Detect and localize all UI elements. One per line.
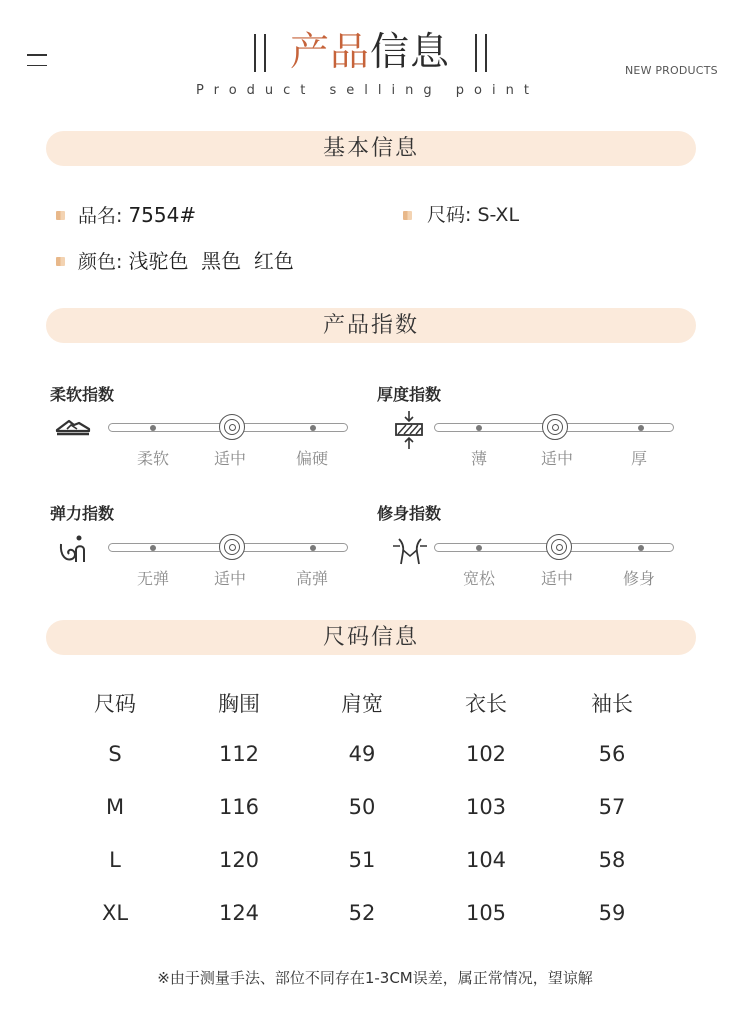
table-cell: 102 xyxy=(465,742,507,766)
fit-dot-1 xyxy=(476,545,482,551)
thickness-dot-1 xyxy=(476,425,482,431)
table-header-cell: 衣长 xyxy=(465,692,507,716)
page-title-accent: 产品 xyxy=(290,30,371,75)
size-range-value: S-XL xyxy=(477,204,520,226)
table-cell: 116 xyxy=(218,795,260,819)
softness-slider-knob xyxy=(219,414,245,440)
table-cell: 49 xyxy=(348,742,376,766)
bullet-icon xyxy=(56,211,65,220)
section-basic-info: 基本信息 xyxy=(46,131,696,166)
measurement-footnote: ※由于测量手法、部位不同存在1-3CM误差，属正常情况，望谅解 xyxy=(157,969,593,987)
elasticity-dot-3 xyxy=(310,545,316,551)
thickness-slider-knob xyxy=(542,414,568,440)
softness-label-mid: 适中 xyxy=(213,449,246,468)
shoe-icon xyxy=(55,417,91,437)
softness-label-low: 柔软 xyxy=(136,449,169,468)
product-colors xyxy=(78,248,294,275)
fit-index-title: 修身指数 xyxy=(377,504,442,523)
section-size-info: 尺码信息 xyxy=(46,620,696,655)
fit-slider-knob xyxy=(546,534,572,560)
table-header-cell: 尺码 xyxy=(94,692,136,716)
table-cell: 58 xyxy=(598,848,626,872)
title-divider-right xyxy=(475,34,487,72)
table-cell: XL xyxy=(101,901,129,925)
page-title-rest: 信息 xyxy=(370,30,451,75)
section-product-index: 产品指数 xyxy=(46,308,696,343)
product-name-label: 品名: xyxy=(78,205,123,227)
colors-label: 颜色: xyxy=(78,251,123,273)
table-cell: 51 xyxy=(348,848,376,872)
table-cell: 56 xyxy=(598,742,626,766)
softness-index-title: 柔软指数 xyxy=(50,385,115,404)
elasticity-dot-1 xyxy=(150,545,156,551)
fit-label-mid: 适中 xyxy=(540,569,573,588)
thickness-label-low: 薄 xyxy=(470,449,487,468)
table-cell: 104 xyxy=(465,848,507,872)
bullet-icon xyxy=(403,211,412,220)
colors-value: 浅驼色 黑色 红色 xyxy=(128,249,294,273)
page-subtitle: Product selling point xyxy=(196,83,539,98)
table-header-cell: 肩宽 xyxy=(341,692,383,716)
thickness-label-high: 厚 xyxy=(630,449,647,468)
table-header-cell: 胸围 xyxy=(218,692,260,716)
table-cell: 59 xyxy=(598,901,626,925)
size-range-label: 尺码: xyxy=(427,204,472,226)
table-cell: 124 xyxy=(218,901,260,925)
elasticity-label-high: 高弹 xyxy=(295,569,328,588)
thickness-dot-3 xyxy=(638,425,644,431)
table-cell: M xyxy=(105,795,125,819)
table-cell: 52 xyxy=(348,901,376,925)
elasticity-label-low: 无弹 xyxy=(136,569,169,588)
softness-dot-1 xyxy=(150,425,156,431)
table-cell: 57 xyxy=(598,795,626,819)
table-header-cell: 袖长 xyxy=(591,692,633,716)
page-title xyxy=(290,28,450,78)
fit-icon xyxy=(392,536,428,566)
title-divider-left xyxy=(254,34,266,72)
softness-dot-3 xyxy=(310,425,316,431)
table-cell: 50 xyxy=(348,795,376,819)
table-cell: S xyxy=(108,742,122,766)
fit-label-low: 宽松 xyxy=(462,569,495,588)
product-name xyxy=(78,202,196,229)
product-name-value: 7554# xyxy=(128,203,197,227)
bullet-icon xyxy=(56,257,65,266)
product-size-range xyxy=(427,202,519,228)
thickness-label-mid: 适中 xyxy=(540,449,573,468)
stretch-icon xyxy=(58,534,92,564)
table-cell: 120 xyxy=(218,848,260,872)
table-cell: 112 xyxy=(218,742,260,766)
menu-icon[interactable] xyxy=(27,54,47,68)
elasticity-slider-knob xyxy=(219,534,245,560)
thickness-icon xyxy=(393,410,425,450)
table-cell: 103 xyxy=(465,795,507,819)
elasticity-index-title: 弹力指数 xyxy=(50,504,115,523)
elasticity-label-mid: 适中 xyxy=(213,569,246,588)
thickness-index-title: 厚度指数 xyxy=(377,385,442,404)
table-cell: L xyxy=(109,848,121,872)
fit-dot-3 xyxy=(638,545,644,551)
new-products-label: NEW PRODUCTS xyxy=(625,64,718,77)
fit-label-high: 修身 xyxy=(622,569,655,588)
table-cell: 105 xyxy=(465,901,507,925)
softness-label-high: 偏硬 xyxy=(295,449,328,468)
